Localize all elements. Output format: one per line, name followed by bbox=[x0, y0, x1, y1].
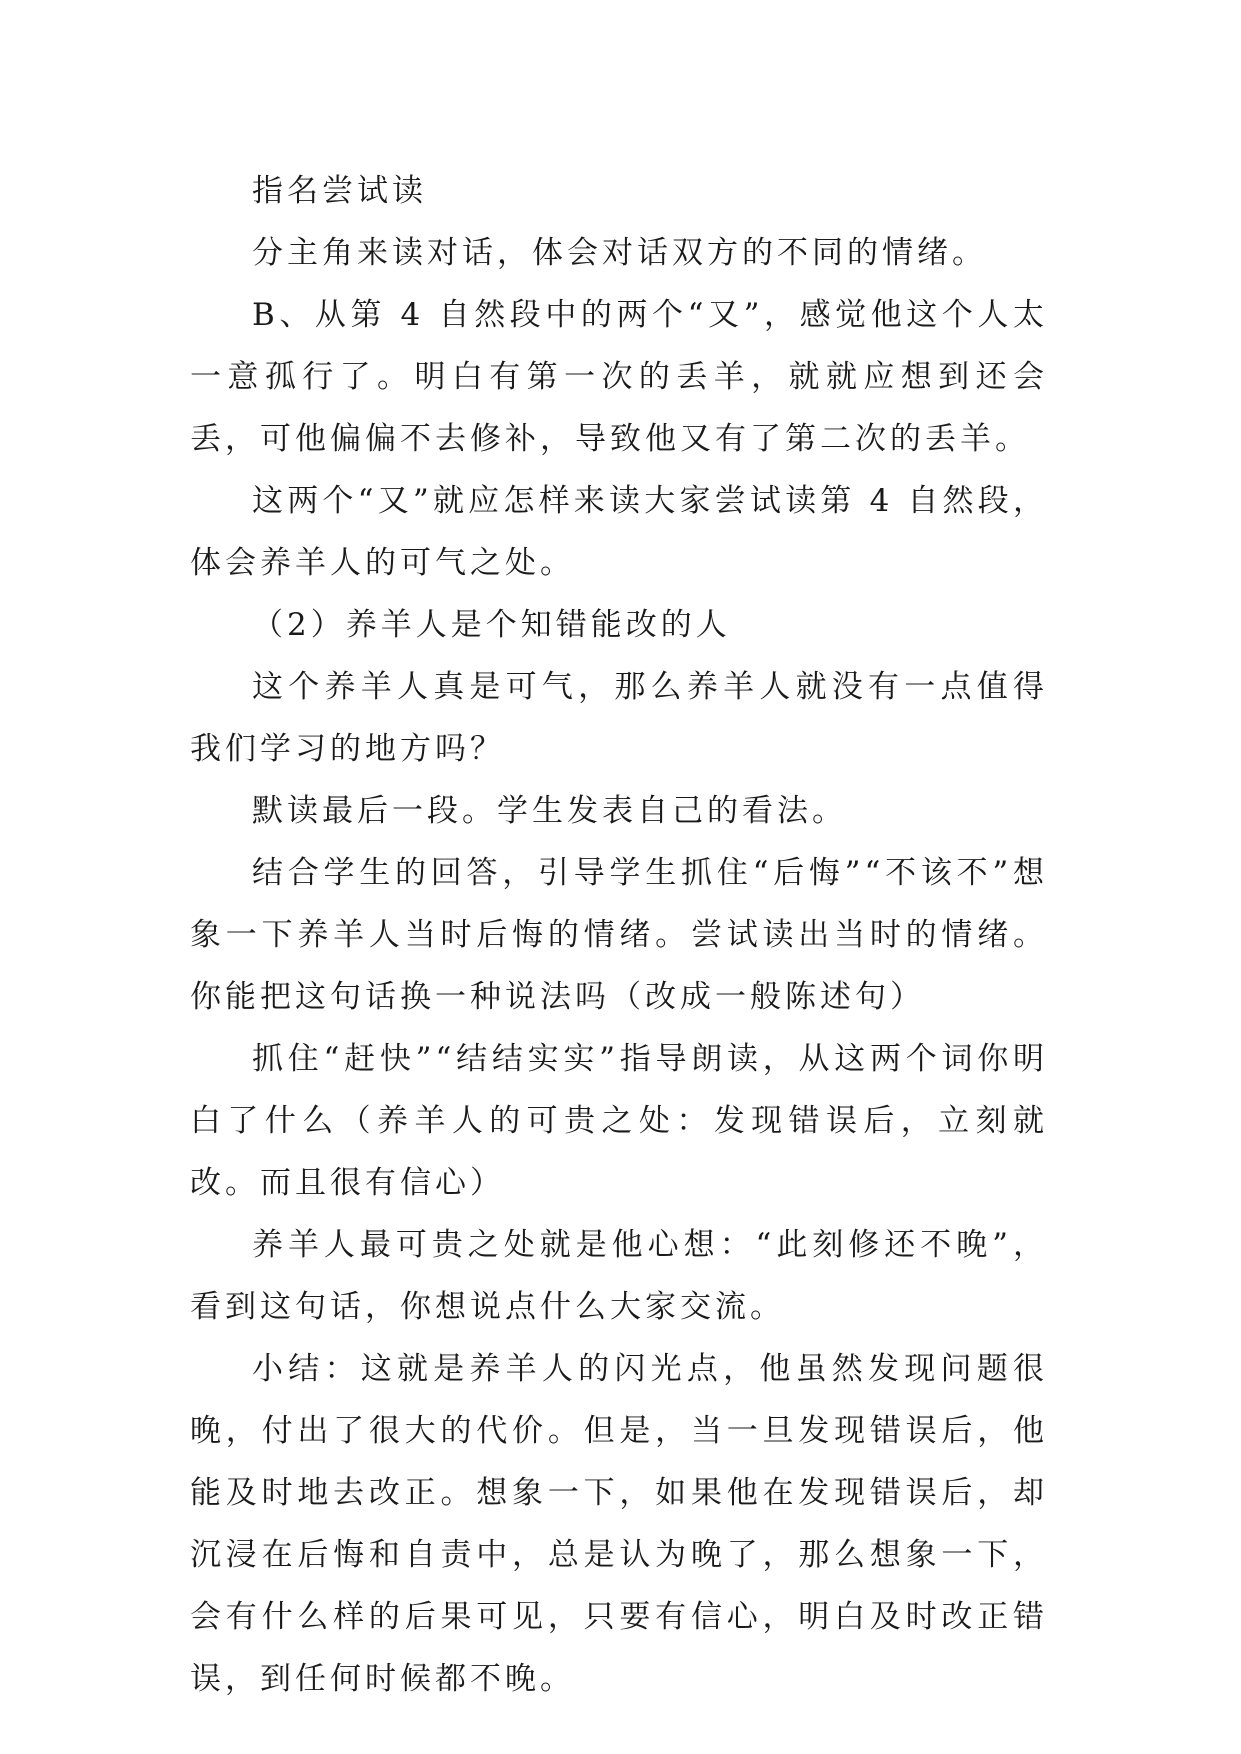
paragraph-2: 分主角来读对话，体会对话双方的不同的情绪。 bbox=[252, 235, 987, 271]
paragraph-6: 这个养羊人真是可气，那么养羊人就没有一点值得我们学习的地方吗？ bbox=[190, 669, 1048, 767]
section-heading: （2）养羊人是个知错能改的人 bbox=[252, 607, 731, 643]
paragraph-8: 结合学生的回答，引导学生抓住“后悔”“不该不”想象一下养羊人当时后悔的情绪。尝试读出当时的情绪。你能把这句话换一种说法吗（改成一般陈述句） bbox=[190, 855, 1048, 1015]
paragraph-1: 指名尝试读 bbox=[252, 173, 427, 209]
document-body bbox=[190, 160, 1048, 1710]
paragraph-7: 默读最后一段。学生发表自己的看法。 bbox=[252, 793, 847, 829]
paragraph-4: 这两个“又”就应怎样来读大家尝试读第 4 自然段，体会养羊人的可气之处。 bbox=[190, 483, 1048, 581]
paragraph-3: B、从第 4 自然段中的两个“又”，感觉他这个人太一意孤行了。明白有第一次的丢羊，就就应想到还会丢，可他偏偏不去修补，导致他又有了第二次的丢羊。 bbox=[190, 297, 1048, 457]
paragraph-11: 小结：这就是养羊人的闪光点，他虽然发现问题很晚，付出了很大的代价。但是，当一旦发现错误后，他能及时地去改正。想象一下，如果他在发现错误后，却沉浸在后悔和自责中，总是认为晚了，那么想象一下，会有什么样的后果可见，只要有信心，明白及时改正错误，到任何时候都不晚。 bbox=[190, 1351, 1048, 1697]
paragraph-10: 养羊人最可贵之处就是他心想：“此刻修还不晚”，看到这句话，你想说点什么大家交流。 bbox=[190, 1227, 1048, 1325]
paragraph-9: 抓住“赶快”“结结实实”指导朗读，从这两个词你明白了什么（养羊人的可贵之处：发现错误后，立刻就改。而且很有信心） bbox=[190, 1041, 1048, 1201]
